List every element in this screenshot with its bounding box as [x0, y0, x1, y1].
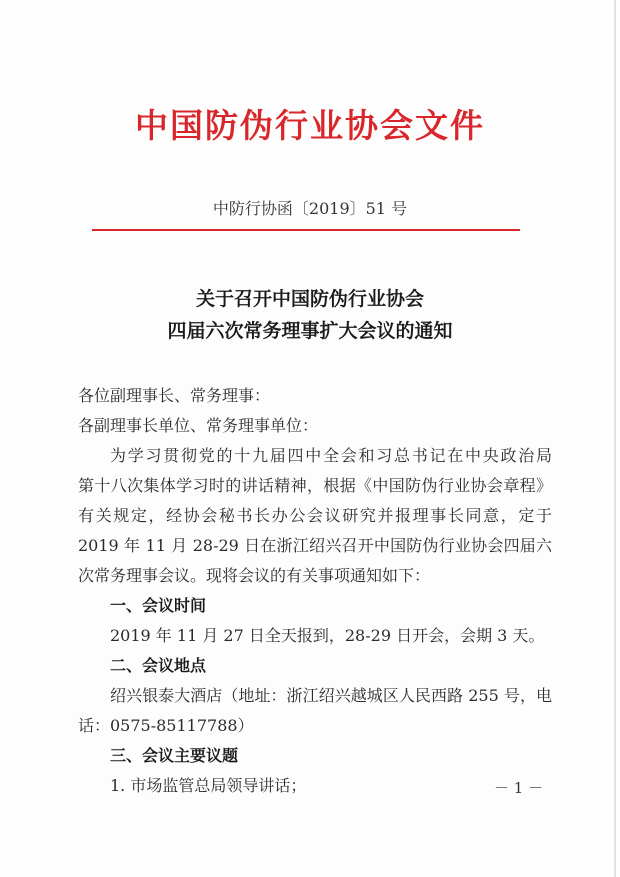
topic-item-1: 1. 市场监管总局领导讲话； — [110, 776, 307, 795]
doc-number: 中防行协函〔2019〕51 号 — [212, 199, 408, 218]
intro-line-5: 次常务理事会议。现将会议的有关事项通知如下： — [78, 566, 431, 585]
org-title: 中国防伪行业协会文件 — [135, 106, 485, 145]
section-text-place-line-2: 话：0575-85117788） — [78, 716, 254, 735]
salutation-line-1: 各位副理事长、常务理事： — [78, 386, 271, 405]
header-divider — [92, 229, 520, 231]
section-heading-topics: 三、会议主要议题 — [110, 746, 239, 765]
intro-line-4: 2019 年 11 月 28-29 日在浙江绍兴召开中国防伪行业协会四届六 — [78, 536, 552, 555]
section-heading-time: 一、会议时间 — [110, 596, 207, 615]
section-text-place-line-1: 绍兴银泰大酒店（地址：浙江绍兴越城区人民西路 255 号，电 — [110, 686, 552, 705]
notice-title-line-1: 关于召开中国防伪行业协会 — [195, 288, 424, 310]
salutation-line-2: 各副理事长单位、常务理事单位： — [78, 416, 319, 435]
page-number: － 1 － — [494, 779, 544, 797]
intro-line-3: 有关规定，经协会秘书长办公会议研究并报理事长同意，定于 — [78, 506, 552, 525]
section-heading-place: 二、会议地点 — [110, 656, 207, 675]
intro-line-1: 为学习贯彻党的十九届四中全会和习总书记在中央政治局 — [110, 446, 552, 465]
notice-title-line-2: 四届六次常务理事扩大会议的通知 — [167, 320, 453, 342]
section-text-time: 2019 年 11 月 27 日全天报到，28-29 日开会，会期 3 天。 — [110, 626, 545, 645]
intro-line-2: 第十八次集体学习时的讲话精神，根据《中国防伪行业协会章程》 — [78, 476, 552, 495]
